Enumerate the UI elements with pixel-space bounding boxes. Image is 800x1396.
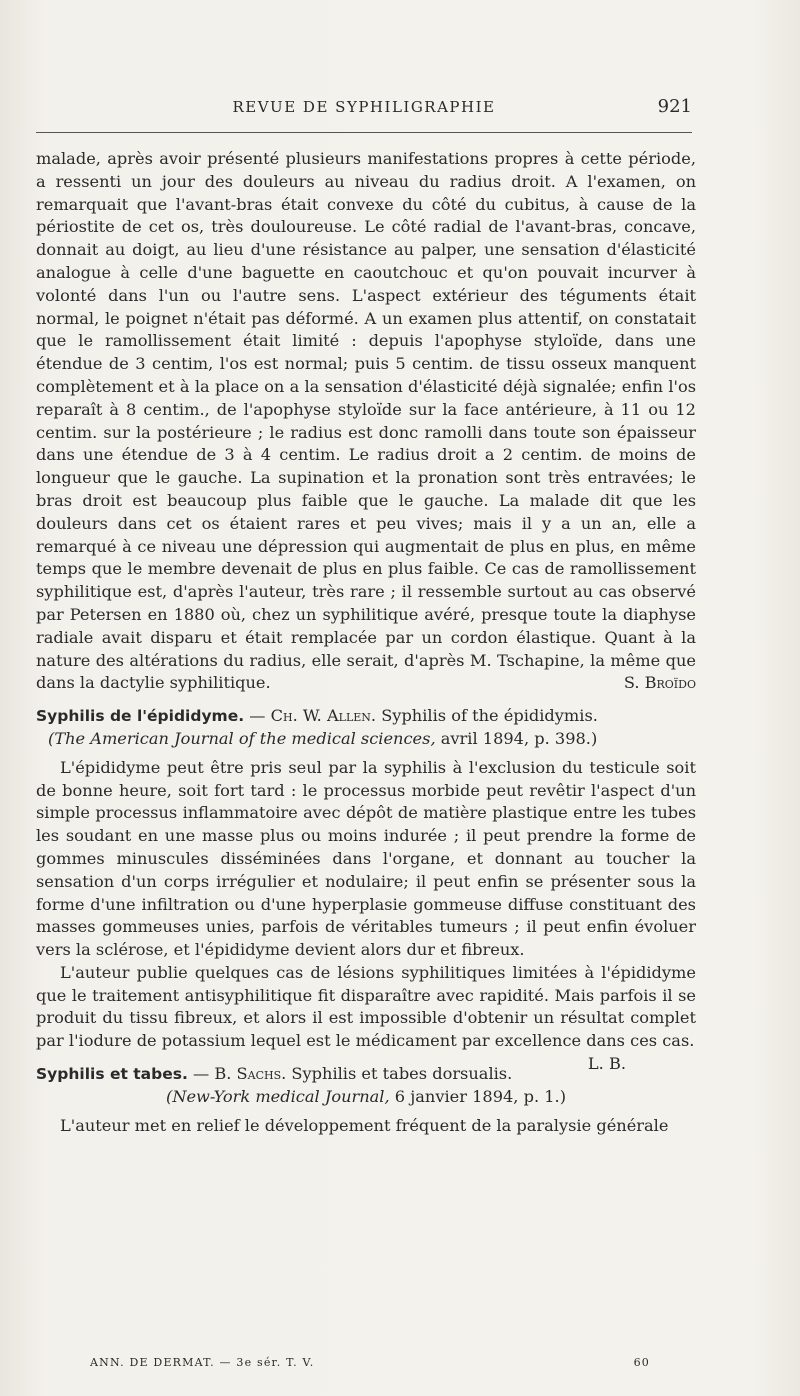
article-paragraph: L'auteur met en relief le développement fréquent de la paralysie générale [60,1115,669,1135]
signature: S. Broïdo [623,673,696,693]
article-author: B. Sachs. [214,1064,287,1084]
article-paragraph: L'épididyme peut être pris seul par la syphilis à l'exclusion du testicule soit de bonne heure, soit fort tard : le processus morbide peut revêtir l'aspect d'un simple processus inflammatoire avec dépôt de matière plastique entre les tubes les soudant en une masse plus ou moins indurée ; il peut prendre la forme de gommes minuscules disséminées dans l'organe, et donnant au toucher la sensation d'un corps irrégulier et nodulaire; il peut enfin se présenter sous la forme d'une infiltration ou d'une hyperplasie gommeuse diffuse constituant des masses gommeuses unies, parfois de véritables tumeurs ; il peut enfin évoluer vers la sclérose, et l'épididyme devient alors dur et fibreux. [36,757,696,960]
article-reference [36,1086,696,1109]
paragraph-text: L'auteur publie quelques cas de lésions syphilitiques limitées à l'épididyme que le traitement antisyphilitique fit disparaître avec rapidité. Mais parfois il se produit du tissu fibreux, et alors il est impossible d'obtenir un résultat complet par l'iodure de potassium lequel est le médicament par excellence dans ces cas. [36,962,696,1051]
journal-name: (New-York medical Journal, [166,1086,390,1106]
paragraph-continuation [36,148,696,695]
article-author: Ch. W. Allen. [270,706,377,726]
paragraph-text: malade, après avoir présenté plusieurs manifestations propres à cette période, a ressenti un jour des douleurs au niveau du radius droit. A l'examen, on remarquait que l'avant-bras était convexe du côté du cubitus, à cause de la périostite de cet os, très douloureuse. Le côté radial de l'avant-bras, concave, donnait au doigt, au lieu d'une résistance au palper, une sensation d'élasticité analogue à celle d'une baguette en caoutchouc et qu'on pouvait incurver à volonté dans l'un ou l'autre sens. L'aspect extérieur des téguments était normal, le poignet n'était pas déformé. A un examen plus attentif, on constatait que le ramollissement était limité : depuis l'apophyse styloïde, dans une étendue de 3 centim, l'os est normal; puis 5 centim. de tissu osseux manquent complètement et à la place on a la sensation d'élasticité déjà signalée; enfin l'os reparaît à 8 centim., de l'apophyse styloïde sur la face antérieure, à 11 ou 12 centim. sur la postérieure ; le radius est donc ramolli dans toute son épaisseur dans une étendue de 3 à 4 centim. Le radius droit a 2 centim. de moins de longueur que le gauche. La supination et la pronation sont très entravées; le bras droit est beaucoup plus faible que le gauche. La malade dit que les douleurs dans cet os étaient rares et peu vives; mais il y a un an, elle a remarqué à ce niveau une dépression qui augmentait de plus en plus, en même temps que le membre devenait de plus en plus faible. Ce cas de ramollissement syphilitique est, d'après l'auteur, très rare ; il ressemble surtout au cas observé par Petersen en 1880 où, chez un syphilitique avéré, presque toute la diaphyse radiale avait disparu et était remplacée par un cordon élastique. Quant à la nature des altérations du radius, elle serait, d'après M. Tschapine, la même que dans la dactylie syphilitique. [36,149,696,693]
heading-dash: — [187,1064,215,1084]
article-title: Syphilis de l'épididyme. [36,707,245,726]
journal-name: (The American Journal of the medical sciences, [48,728,436,748]
footer-signature-line: ANN. DE DERMAT. — 3e sér. T. V. [90,1356,315,1369]
header-rule [36,132,692,133]
page-number: 921 [657,96,692,117]
page-footer [90,1356,650,1369]
article-reference [36,728,696,751]
heading-dash: — [244,706,271,726]
article-french-title: Syphilis et tabes dorsualis. [286,1064,513,1084]
reference-date: avril 1894, p. 398.) [435,728,598,748]
reference-date: 6 janvier 1894, p. 1.) [389,1086,567,1106]
article-title: Syphilis et tabes. [36,1065,188,1084]
signature: L. B. [587,1054,626,1074]
running-title: REVUE DE SYPHILIGRAPHIE [232,98,496,116]
running-head [36,96,692,120]
article-english-title: Syphilis of the épididymis. [376,706,598,726]
article-heading [36,705,696,728]
footer-signature-mark: 60 [633,1356,650,1369]
body-text [36,148,696,1137]
